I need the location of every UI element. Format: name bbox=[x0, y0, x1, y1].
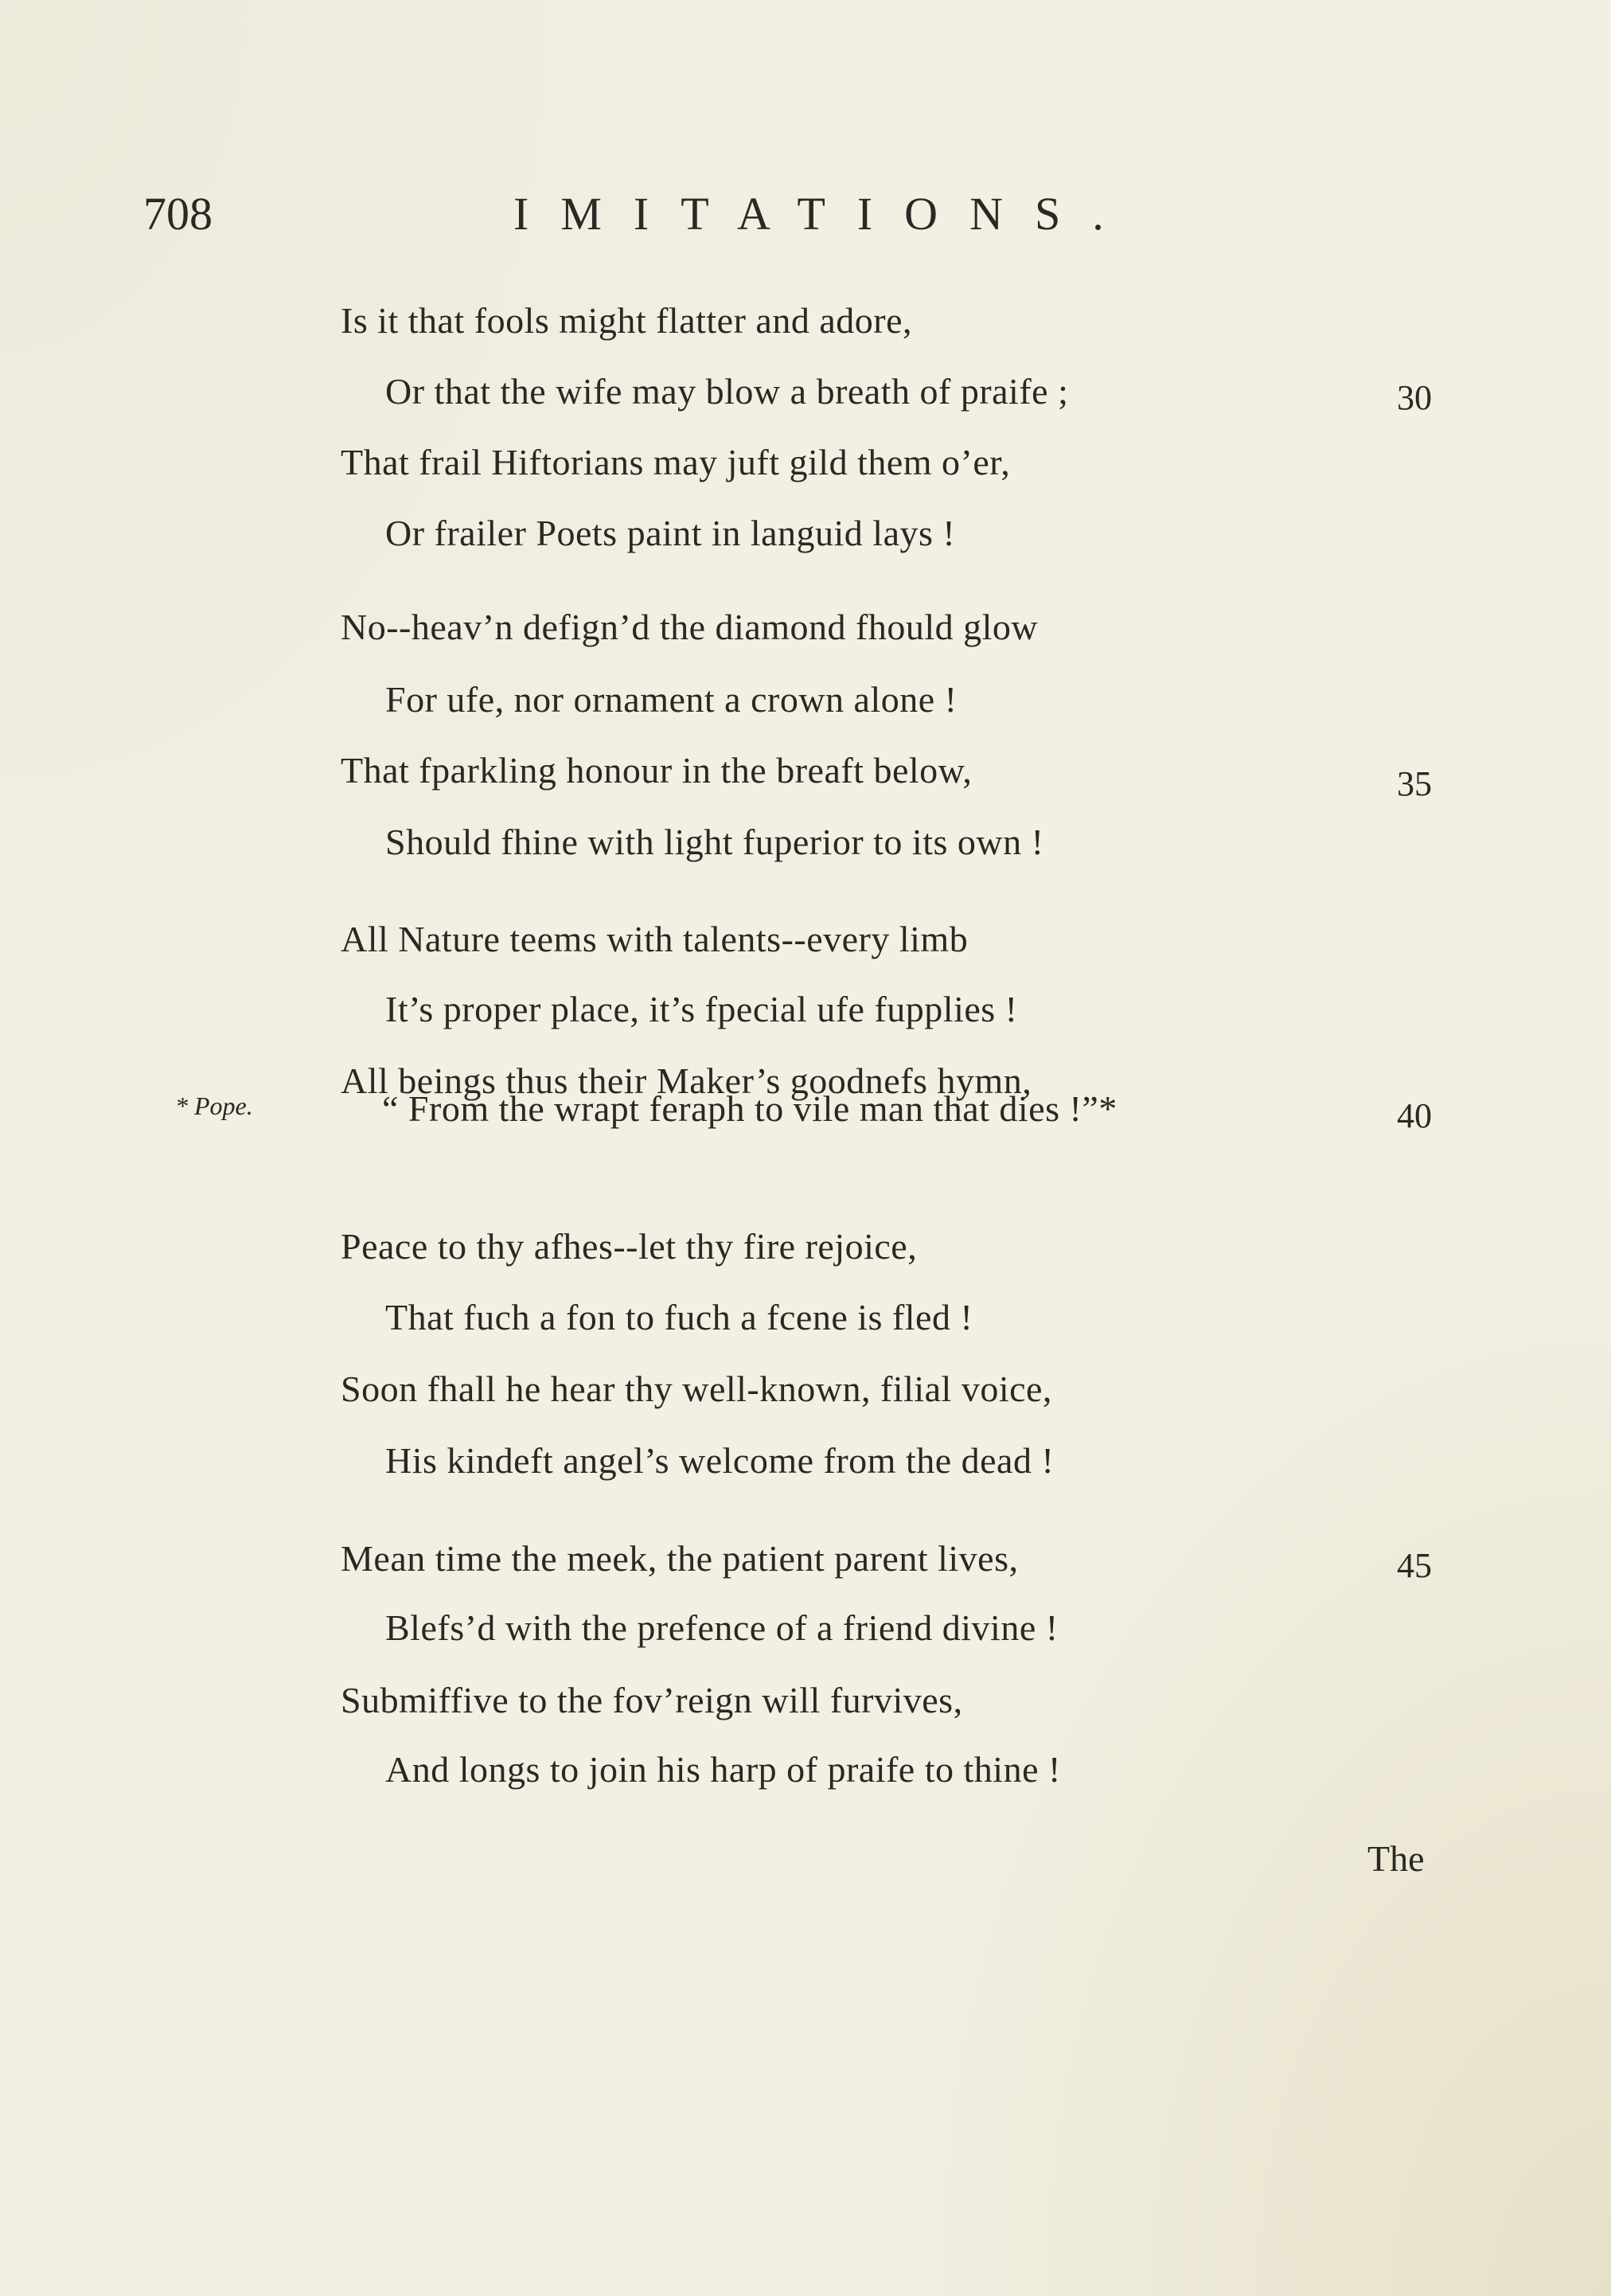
verse-line: Or that the wife may blow a breath of praife ; bbox=[385, 371, 1069, 412]
verse-line: That fparkling honour in the breaft below, bbox=[341, 750, 973, 791]
verse-line: That fuch a fon to fuch a fcene is fled ! bbox=[385, 1297, 973, 1337]
verse-line: Is it that fools might flatter and adore, bbox=[341, 300, 912, 341]
verse-line: All Nature teems with talents--every limb bbox=[341, 919, 969, 959]
verse-line: Submiffive to the fov’reign will furvives, bbox=[341, 1680, 963, 1720]
verse-line: All beings thus their Maker’s goodnefs hymn, bbox=[341, 1060, 1032, 1101]
catchword: The bbox=[1367, 1838, 1425, 1879]
line-number: 30 bbox=[1397, 378, 1432, 417]
verse-line: It’s proper place, it’s fpecial ufe fupplies ! bbox=[385, 989, 1018, 1029]
margin-footnote: * Pope. bbox=[175, 1091, 253, 1120]
verse-line: No--heav’n defign’d the diamond fhould glow bbox=[341, 607, 1039, 647]
verse-line: Soon fhall he hear thy well-known, filial voice, bbox=[341, 1369, 1052, 1409]
line-number: 40 bbox=[1397, 1096, 1432, 1135]
verse-line: Or frailer Poets paint in languid lays ! bbox=[385, 513, 956, 553]
line-number: 45 bbox=[1397, 1546, 1432, 1585]
page-number: 708 bbox=[143, 188, 213, 240]
verse-line: Blefs’d with the prefence of a friend divine ! bbox=[385, 1607, 1059, 1648]
running-title: IMITATIONS. bbox=[513, 188, 1136, 240]
verse-line: And longs to join his harp of praife to thine ! bbox=[385, 1749, 1061, 1790]
verse-line: Should fhine with light fuperior to its own ! bbox=[385, 822, 1044, 862]
verse-line: Peace to thy afhes--let thy fire rejoice, bbox=[341, 1226, 918, 1267]
verse-line: “ From the wrapt feraph to vile man that dies !”* bbox=[382, 1088, 1118, 1129]
verse-line: His kindeft angel’s welcome from the dead ! bbox=[385, 1440, 1055, 1481]
verse-line: Mean time the meek, the patient parent lives, bbox=[341, 1538, 1019, 1579]
line-number: 35 bbox=[1397, 764, 1432, 803]
verse-line: For ufe, nor ornament a crown alone ! bbox=[385, 679, 958, 720]
verse-line: That frail Hiftorians may juft gild them o’er, bbox=[341, 442, 1011, 482]
